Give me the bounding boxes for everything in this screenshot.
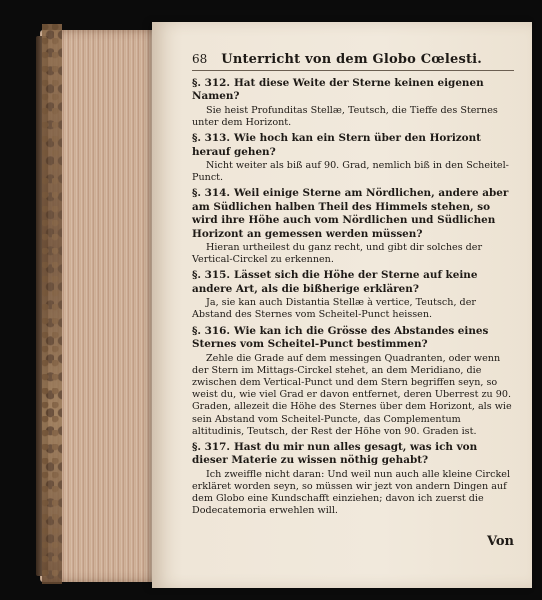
answer-text: Hieran urtheilest du ganz recht, und gibt dir solches der Vertical-Circkel zu erkennen. [192,242,483,266]
paragraph-number: §. 317. [192,440,230,453]
question [192,77,514,104]
section-315 [192,269,514,321]
answer-text: Sie heist Profunditas Stellæ, Teutsch, die Tieffe des Sternes unter dem Horizont. [192,104,498,129]
marbled-cover [42,24,62,584]
running-header [192,52,514,71]
answer-text: Nicht weiter als biß auf 90. Grad, nemlich biß in den Scheitel-Punct. [192,160,509,184]
question-text: Weil einige Sterne am Nördlichen, andere aber am Südlichen halben Theil des Himmels stehen, so wird ihre Höhe auch vom Nördlichen und Südlichen Horizont an gemessen werden müssen? [192,187,509,240]
question-text: Hat diese Weite der Sterne keinen eigenen Namen? [192,77,484,103]
paragraph-number: §. 313. [192,132,230,145]
section-314 [192,187,514,266]
page-number: 68 [192,52,208,66]
question [192,132,514,159]
catchword: Von [486,533,514,549]
paragraph-number: §. 314. [192,187,230,200]
question-text: Lässet sich die Höhe der Sterne auf keine andere Art, als die bißherige erklären? [192,269,478,295]
question [192,269,514,296]
question [192,325,514,352]
paragraph-number: §. 315. [192,269,230,282]
question-text: Hast du mir nun alles gesagt, was ich von dieser Materie zu wissen nöthig gehabt? [192,440,478,467]
page-content [192,52,514,549]
book-page [152,22,532,588]
open-book [40,22,532,588]
answer-text: Zehle die Grade auf dem messingen Quadranten, oder wenn der Stern im Mittags-Circkel stehet, an dem Meridiano, die zwischen dem Vertical-Punct und dem Stern begriffen seyn, so weist du, wie viel Grad er davon entfernet, deren Uberrest zu 90. Graden, allezeit die Höhe des Sternes über dem Horizont, als wie sein Abstand vom Scheitel-Puncte, das Complementum altitudinis, Teutsch, der Rest der Höhe von 90. Graden ist. [192,352,512,437]
answer-text: Ja, sie kan auch Distantia Stellæ à vertice, Teutsch, der Abstand des Sternes vom Scheitel-Punct heissen. [192,297,476,321]
section-316 [192,325,514,438]
question [192,441,514,468]
section-313 [192,132,514,184]
paragraph-number: §. 312. [192,77,230,89]
running-title: Unterricht von dem Globo Cœlesti. [221,52,483,67]
question-text: Wie kan ich die Grösse des Abstandes eines Sternes vom Scheitel-Punct bestimmen? [192,324,489,351]
section-312 [192,77,514,129]
section-317 [192,441,514,518]
answer-text: Ich zweiffle nicht daran: Und weil nun auch alle kleine Circkel erkläret worden seyn, so müssen wir jezt von andern Dingen auf dem Globo eine Kundschafft einziehen; davon ich zuerst die Dodecatemoria erwehlen will. [192,468,511,517]
paragraph-number: §. 316. [192,324,230,337]
question-text: Wie hoch kan ein Stern über den Horizont herauf gehen? [192,132,481,158]
question [192,187,514,241]
